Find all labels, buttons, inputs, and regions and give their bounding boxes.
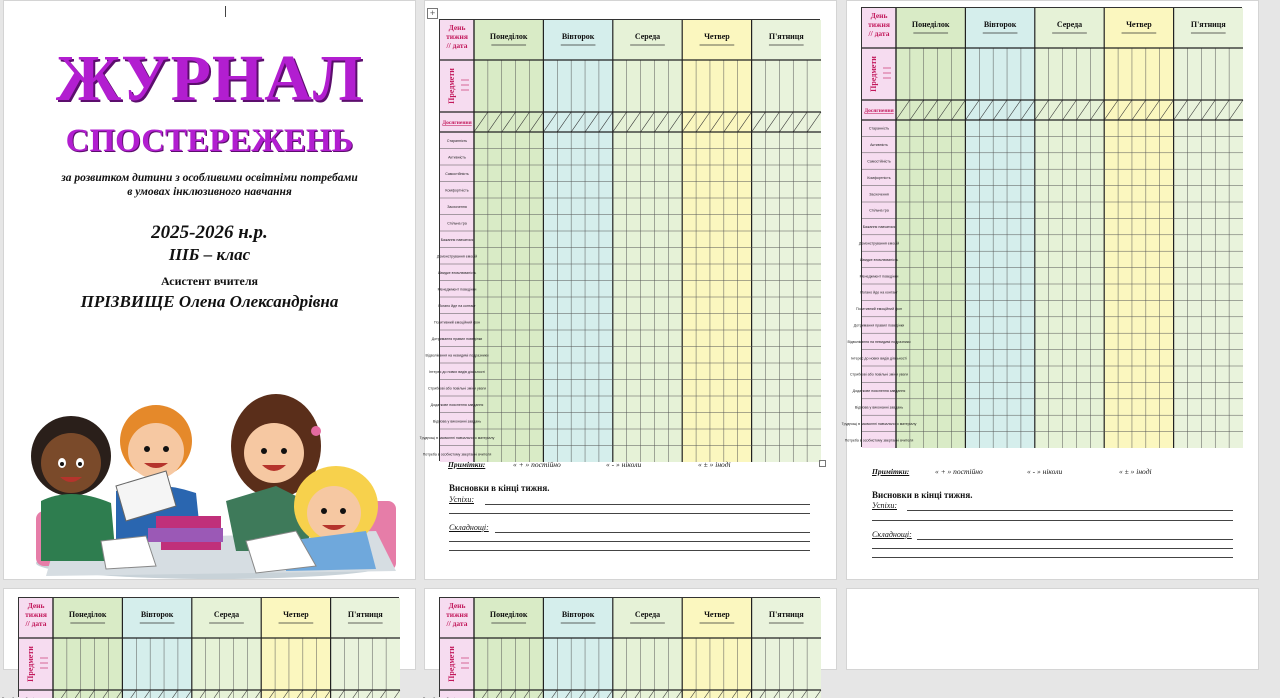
criterion-label: Самостійність xyxy=(867,159,891,164)
conclusions-title: Висновки в кінці тижня. xyxy=(449,483,550,493)
legend-label: Примітки: xyxy=(448,460,486,469)
day-column-bg xyxy=(682,20,751,462)
observation-grid xyxy=(440,598,821,698)
criterion-label: Відволікання на невидимі подразники xyxy=(847,339,911,344)
successes-line-2 xyxy=(449,513,810,514)
journal-page-week-3 xyxy=(3,588,416,682)
difficulties-line xyxy=(917,539,1233,540)
day-header-3: Четвер xyxy=(704,32,730,41)
day-header-0: Понеділок xyxy=(911,20,950,29)
criterion-label: Погано йде на контакт xyxy=(860,290,898,295)
criterion-label: Позитивний емоційний фон xyxy=(855,307,903,312)
observation-grid xyxy=(841,8,1243,448)
criterion-label: Менеджмент поведінки xyxy=(437,287,477,292)
day-header-0: Понеділок xyxy=(68,610,107,619)
criterion-label: Самостійність xyxy=(445,171,469,176)
criterion-label: Потреба в особистому звертанні вчителя xyxy=(422,452,492,457)
criterion-label: Інтерес до нових видів діяльності xyxy=(851,356,907,361)
legend-plusminus: « ± » іноді xyxy=(698,460,731,469)
criterion-label: Дотримання правил поведінки xyxy=(853,323,905,328)
successes-label: Успіхи: xyxy=(449,495,474,504)
difficulties-line-2 xyxy=(449,541,810,542)
criterion-label: Стрибкові або повільні зміни уваги xyxy=(850,372,908,377)
day-header-4: П'ятниця xyxy=(1190,20,1226,29)
cover-description-line2: в умовах інклюзивного навчання xyxy=(127,186,292,198)
journal-page-week-1 xyxy=(419,0,837,580)
legend xyxy=(448,460,828,469)
school-year: 2025-2026 н.р. xyxy=(151,222,268,243)
day-column-bg xyxy=(543,20,612,462)
criterion-label: Бажання навчатися xyxy=(862,225,896,230)
day-header-1: Вівторок xyxy=(983,20,1017,29)
criterion-label: Комфортність xyxy=(445,188,469,193)
criterion-label: Відволікання на невидимі подразники xyxy=(425,353,489,358)
conclusions-title: Висновки в кінці тижня. xyxy=(872,490,973,500)
criterion-label: Заохочення xyxy=(869,192,889,197)
successes-line xyxy=(907,510,1233,511)
text-cursor xyxy=(225,6,226,17)
day-header-2: Середа xyxy=(634,610,661,619)
legend xyxy=(872,467,1252,476)
criterion-label: Труднощі в засвоєнні навчального матеріалу xyxy=(841,421,917,426)
criterion-label: Дотримання правил поведінки xyxy=(431,336,483,341)
observation-grid xyxy=(419,20,821,462)
observation-table xyxy=(439,597,820,697)
day-header-0: Понеділок xyxy=(489,610,528,619)
subjects-label: Предмети xyxy=(869,56,878,92)
criterion-label: Відмова у виконанні завдань xyxy=(854,405,904,410)
criterion-label: Демонстрування емоцій xyxy=(858,241,900,246)
day-header-4: П'ятниця xyxy=(768,610,804,619)
subjects-label: Предмети xyxy=(26,646,35,682)
criterion-label: Бажання навчатися xyxy=(440,237,474,242)
criterion-label: Демонстрування емоцій xyxy=(436,254,478,259)
criterion-label: Погано йде на контакт xyxy=(438,303,476,308)
difficulties-label: Складнощі: xyxy=(449,523,489,532)
day-header-1: Вівторок xyxy=(561,32,595,41)
day-header-0: Понеділок xyxy=(489,32,528,41)
criterion-label: Труднощі в засвоєнні навчального матеріалу xyxy=(419,435,495,440)
legend-label: Примітки: xyxy=(872,467,910,476)
journal-subtitle-title: СПОСТЕРЕЖЕНЬ xyxy=(65,123,354,159)
day-column-bg xyxy=(613,20,682,462)
successes-line-2 xyxy=(872,520,1233,521)
day-header-4: П'ятниця xyxy=(347,610,383,619)
observation-table xyxy=(419,19,820,461)
criterion-label: Активність xyxy=(870,143,888,148)
criterion-label: Менеджмент поведінки xyxy=(859,274,899,279)
subjects-label: Предмети xyxy=(447,68,456,104)
children-reading-illustration xyxy=(16,391,406,581)
day-column-bg xyxy=(752,20,821,462)
subjects-label: Предмети xyxy=(447,646,456,682)
difficulties-line-2 xyxy=(872,548,1233,549)
day-header-2: Середа xyxy=(1056,20,1083,29)
difficulties-line-3 xyxy=(872,557,1233,558)
criterion-label: Відмова у виконанні завдань xyxy=(432,419,482,424)
observation-table xyxy=(841,7,1242,447)
observation-table xyxy=(18,597,399,697)
cover-page xyxy=(3,0,416,580)
day-column-bg xyxy=(474,20,543,462)
criterion-label: Комфортність xyxy=(867,175,891,180)
day-column-bg xyxy=(896,8,965,448)
role-label: Асистент вчителя xyxy=(160,274,259,288)
criterion-label: Швидке втомлюваність xyxy=(859,257,899,262)
day-header-2: Середа xyxy=(213,610,240,619)
criterion-label: Стрибкові або повільні зміни уваги xyxy=(428,386,486,391)
corner-label: День тижня // дата xyxy=(446,23,468,50)
difficulties-line xyxy=(495,532,810,533)
criterion-label: Позитивний емоційний фон xyxy=(433,320,481,325)
criterion-label: Активність xyxy=(448,155,466,160)
corner-label: День тижня // дата xyxy=(446,601,468,628)
legend-minus: « - » ніколи xyxy=(606,460,642,469)
difficulties-line-3 xyxy=(449,550,810,551)
criterion-label: Заохочення xyxy=(447,204,467,209)
achievements-label: Досягнення xyxy=(442,120,472,126)
day-header-1: Вівторок xyxy=(140,610,174,619)
criterion-label: Спільна гра xyxy=(447,221,467,226)
criterion-label: Спільна гра xyxy=(869,208,889,213)
criterion-label: Потреба в особистому звертанні вчителя xyxy=(844,438,914,443)
day-column-bg xyxy=(1174,8,1243,448)
criterion-label: Швидке втомлюваність xyxy=(437,270,477,275)
resize-handle[interactable] xyxy=(819,460,826,467)
criterion-label: Додаткове пояснення завдання xyxy=(852,389,906,394)
cover-description-line1: за розвитком дитини з особливими освітніми потребами xyxy=(61,172,358,184)
cover-description xyxy=(24,171,395,199)
successes-label: Успіхи: xyxy=(872,501,897,510)
day-header-3: Четвер xyxy=(1126,20,1152,29)
journal-title: ЖУРНАЛ xyxy=(55,42,364,115)
day-header-4: П'ятниця xyxy=(768,32,804,41)
criterion-label: Старанність xyxy=(868,126,890,131)
day-column-bg xyxy=(1104,8,1173,448)
legend-plus: « + » постійно xyxy=(935,467,983,476)
corner-label: День тижня // дата xyxy=(25,601,47,628)
day-header-3: Четвер xyxy=(704,610,730,619)
legend-minus: « - » ніколи xyxy=(1027,467,1063,476)
achievements-label: Досягнення xyxy=(864,108,894,114)
day-header-3: Четвер xyxy=(283,610,309,619)
table-move-handle-icon[interactable]: + xyxy=(427,8,438,19)
successes-line xyxy=(485,504,810,505)
day-column-bg xyxy=(1035,8,1104,448)
day-header-2: Середа xyxy=(634,32,661,41)
journal-page-week-2 xyxy=(841,0,1259,580)
criterion-label: Додаткове пояснення завдання xyxy=(430,402,484,407)
day-header-1: Вівторок xyxy=(561,610,595,619)
criterion-label: Інтерес до нових видів діяльності xyxy=(429,369,485,374)
corner-label: День тижня // дата xyxy=(868,11,890,38)
legend-plus: « + » постійно xyxy=(513,460,561,469)
criterion-label: Старанність xyxy=(446,138,468,143)
journal-page-week-4 xyxy=(424,588,837,682)
class-label: ІІІБ – клас xyxy=(168,245,251,264)
teacher-name: ПРІЗВИЩЕ Олена Олександрівна xyxy=(80,292,339,311)
observation-grid xyxy=(19,598,400,698)
legend-plusminus: « ± » іноді xyxy=(1119,467,1152,476)
blank-page xyxy=(846,588,1259,670)
difficulties-label: Складнощі: xyxy=(872,530,912,539)
day-column-bg xyxy=(965,8,1034,448)
